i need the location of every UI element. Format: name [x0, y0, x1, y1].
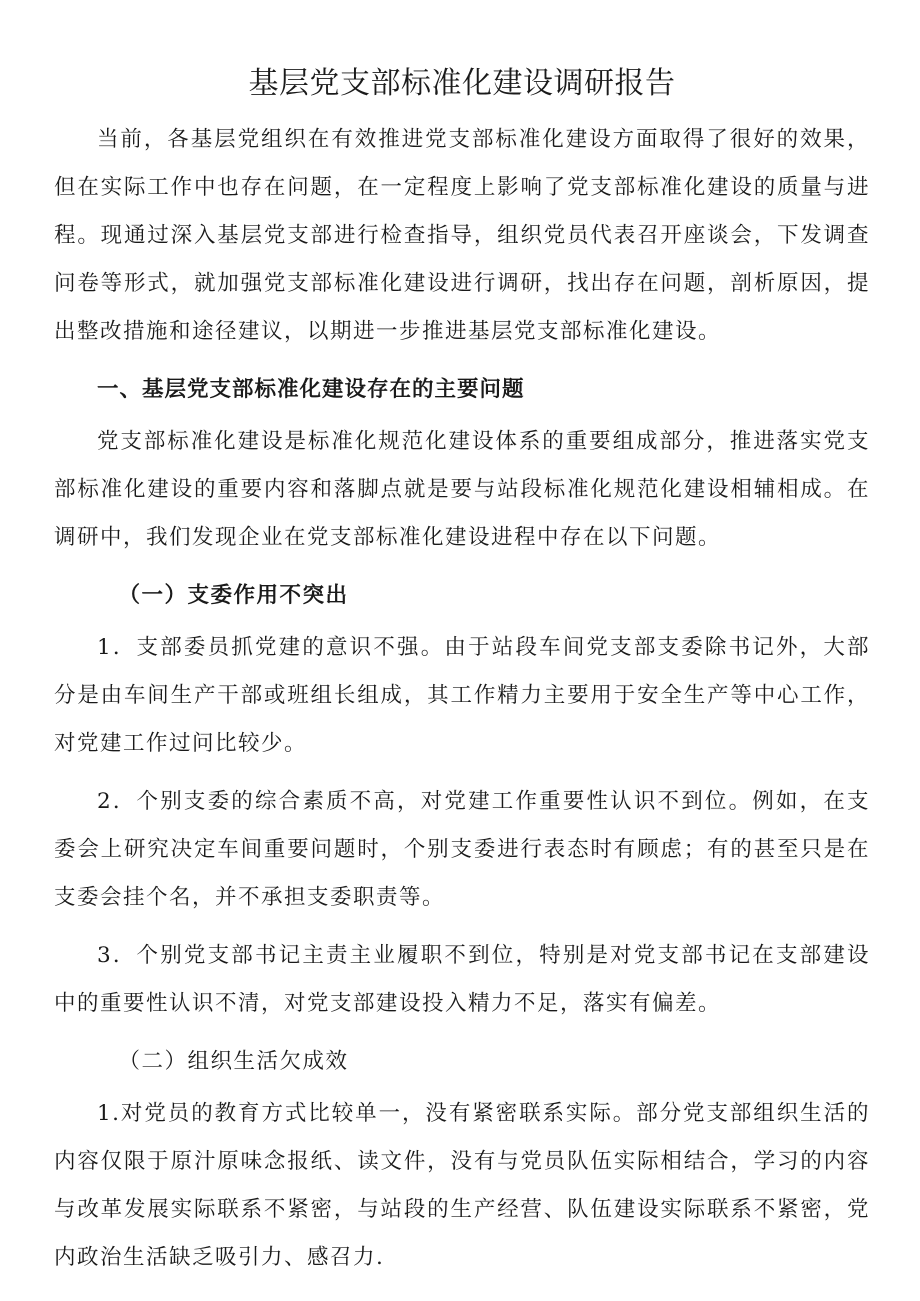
subsection-2-item-1: 1.对党员的教育方式比较单一，没有紧密联系实际。部分党支部组织生活的内容仅限于原汁原味念报纸、读文件，没有与党员队伍实际相结合，学习的内容与改革发展实际联系不紧密，与站段的生产经营、队伍建设实际联系不紧密，党内政治生活缺乏吸引力、感召力.	[54, 1101, 870, 1270]
document-page	[54, 62, 870, 1282]
subsection-1-item-1: 1．支部委员抓党建的意识不强。由于站段车间党支部支委除书记外，大部分是由车间生产干部或班组长组成，其工作精力主要用于安全生产等中心工作，对党建工作过问比较少。	[54, 635, 870, 756]
document-title: 基层党支部标准化建设调研报告	[248, 66, 676, 101]
subsection-1-item-2: 2．个别支委的综合素质不高，对党建工作重要性认识不到位。例如，在支委会上研究决定车间重要问题时，个别支委进行表态时有顾虑；有的甚至只是在支委会挂个名，并不承担支委职责等。	[54, 789, 870, 910]
section-1-heading: 一、基层党支部标准化建设存在的主要问题	[97, 377, 525, 402]
subsection-1-heading: （一）支委作用不突出	[118, 583, 349, 608]
subsection-1-item-3: 3．个别党支部书记主责主业履职不到位，特别是对党支部书记在支部建设中的重要性认识不清，对党支部建设投入精力不足，落实有偏差。	[54, 943, 870, 1016]
intro-paragraph: 当前，各基层党组织在有效推进党支部标准化建设方面取得了很好的效果，但在实际工作中也存在问题，在一定程度上影响了党支部标准化建设的质量与进程。现通过深入基层党支部进行检查指导，组织党员代表召开座谈会，下发调查问卷等形式，就加强党支部标准化建设进行调研，找出存在问题，剖析原因，提出整改措施和途径建议，以期进一步推进基层党支部标准化建设。	[54, 127, 870, 344]
subsection-2-heading: （二）组织生活欠成效	[118, 1049, 349, 1074]
section-1-body: 党支部标准化建设是标准化规范化建设体系的重要组成部分，推进落实党支部标准化建设的重要内容和落脚点就是要与站段标准化规范化建设相辅相成。在调研中，我们发现企业在党支部标准化建设进程中存在以下问题。	[54, 429, 870, 550]
